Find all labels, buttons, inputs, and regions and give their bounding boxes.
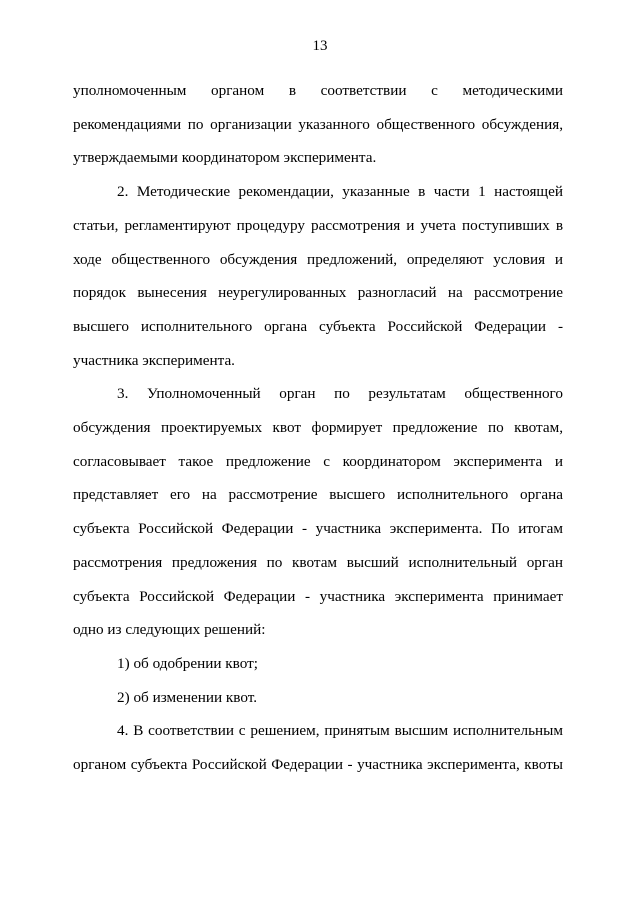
paragraph-3 — [73, 377, 563, 647]
paragraph-line: утверждаемыми координатором эксперимента. — [73, 149, 377, 167]
paragraph-line: представляет его на рассмотрение высшего исполнительного органа — [73, 486, 563, 504]
list-item — [73, 681, 563, 715]
paragraph-line: органом субъекта Российской Федерации - участника эксперимента, квоты — [73, 756, 563, 774]
paragraph-line: порядок вынесения неурегулированных разногласий на рассмотрение — [73, 284, 563, 302]
paragraph-line: обсуждения проектируемых квот формирует предложение по квотам, — [73, 419, 563, 437]
paragraph-line: 2. Методические рекомендации, указанные в части 1 настоящей — [117, 183, 563, 201]
paragraph-line: 4. В соответствии с решением, принятым высшим исполнительным — [117, 722, 563, 740]
paragraph-line: 1) об одобрении квот; — [117, 654, 258, 672]
paragraph-line: рассмотрения предложения по квотам высший исполнительный орган — [73, 553, 563, 571]
list-item — [73, 647, 563, 681]
paragraph-line: субъекта Российской Федерации - участника эксперимента принимает — [73, 587, 563, 605]
paragraph-line: рекомендациями по организации указанного общественного обсуждения, — [73, 115, 563, 133]
paragraph-line: ходе общественного обсуждения предложений, определяют условия и — [73, 250, 563, 268]
paragraph-line: одно из следующих решений: — [73, 621, 266, 639]
paragraph-4 — [73, 714, 563, 781]
paragraph-line: участника эксперимента. — [73, 351, 235, 369]
document-body — [73, 74, 563, 782]
paragraph-line: статьи, регламентируют процедуру рассмотрения и учета поступивших в — [73, 216, 563, 234]
paragraph-line: уполномоченным органом в соответствии с методическими — [73, 82, 563, 99]
paragraph-line: субъекта Российской Федерации - участника эксперимента. По итогам — [73, 520, 563, 538]
page-number: 13 — [312, 38, 328, 54]
paragraph-line: 2) об изменении квот. — [117, 688, 258, 706]
paragraph-line: 3. Уполномоченный орган по результатам общественного — [117, 385, 563, 403]
paragraph-line: согласовывает такое предложение с координатором эксперимента и — [73, 452, 563, 470]
paragraph-2 — [73, 175, 563, 377]
paragraph-line: высшего исполнительного органа субъекта Российской Федерации - — [73, 317, 563, 335]
paragraph-1 — [73, 74, 563, 175]
